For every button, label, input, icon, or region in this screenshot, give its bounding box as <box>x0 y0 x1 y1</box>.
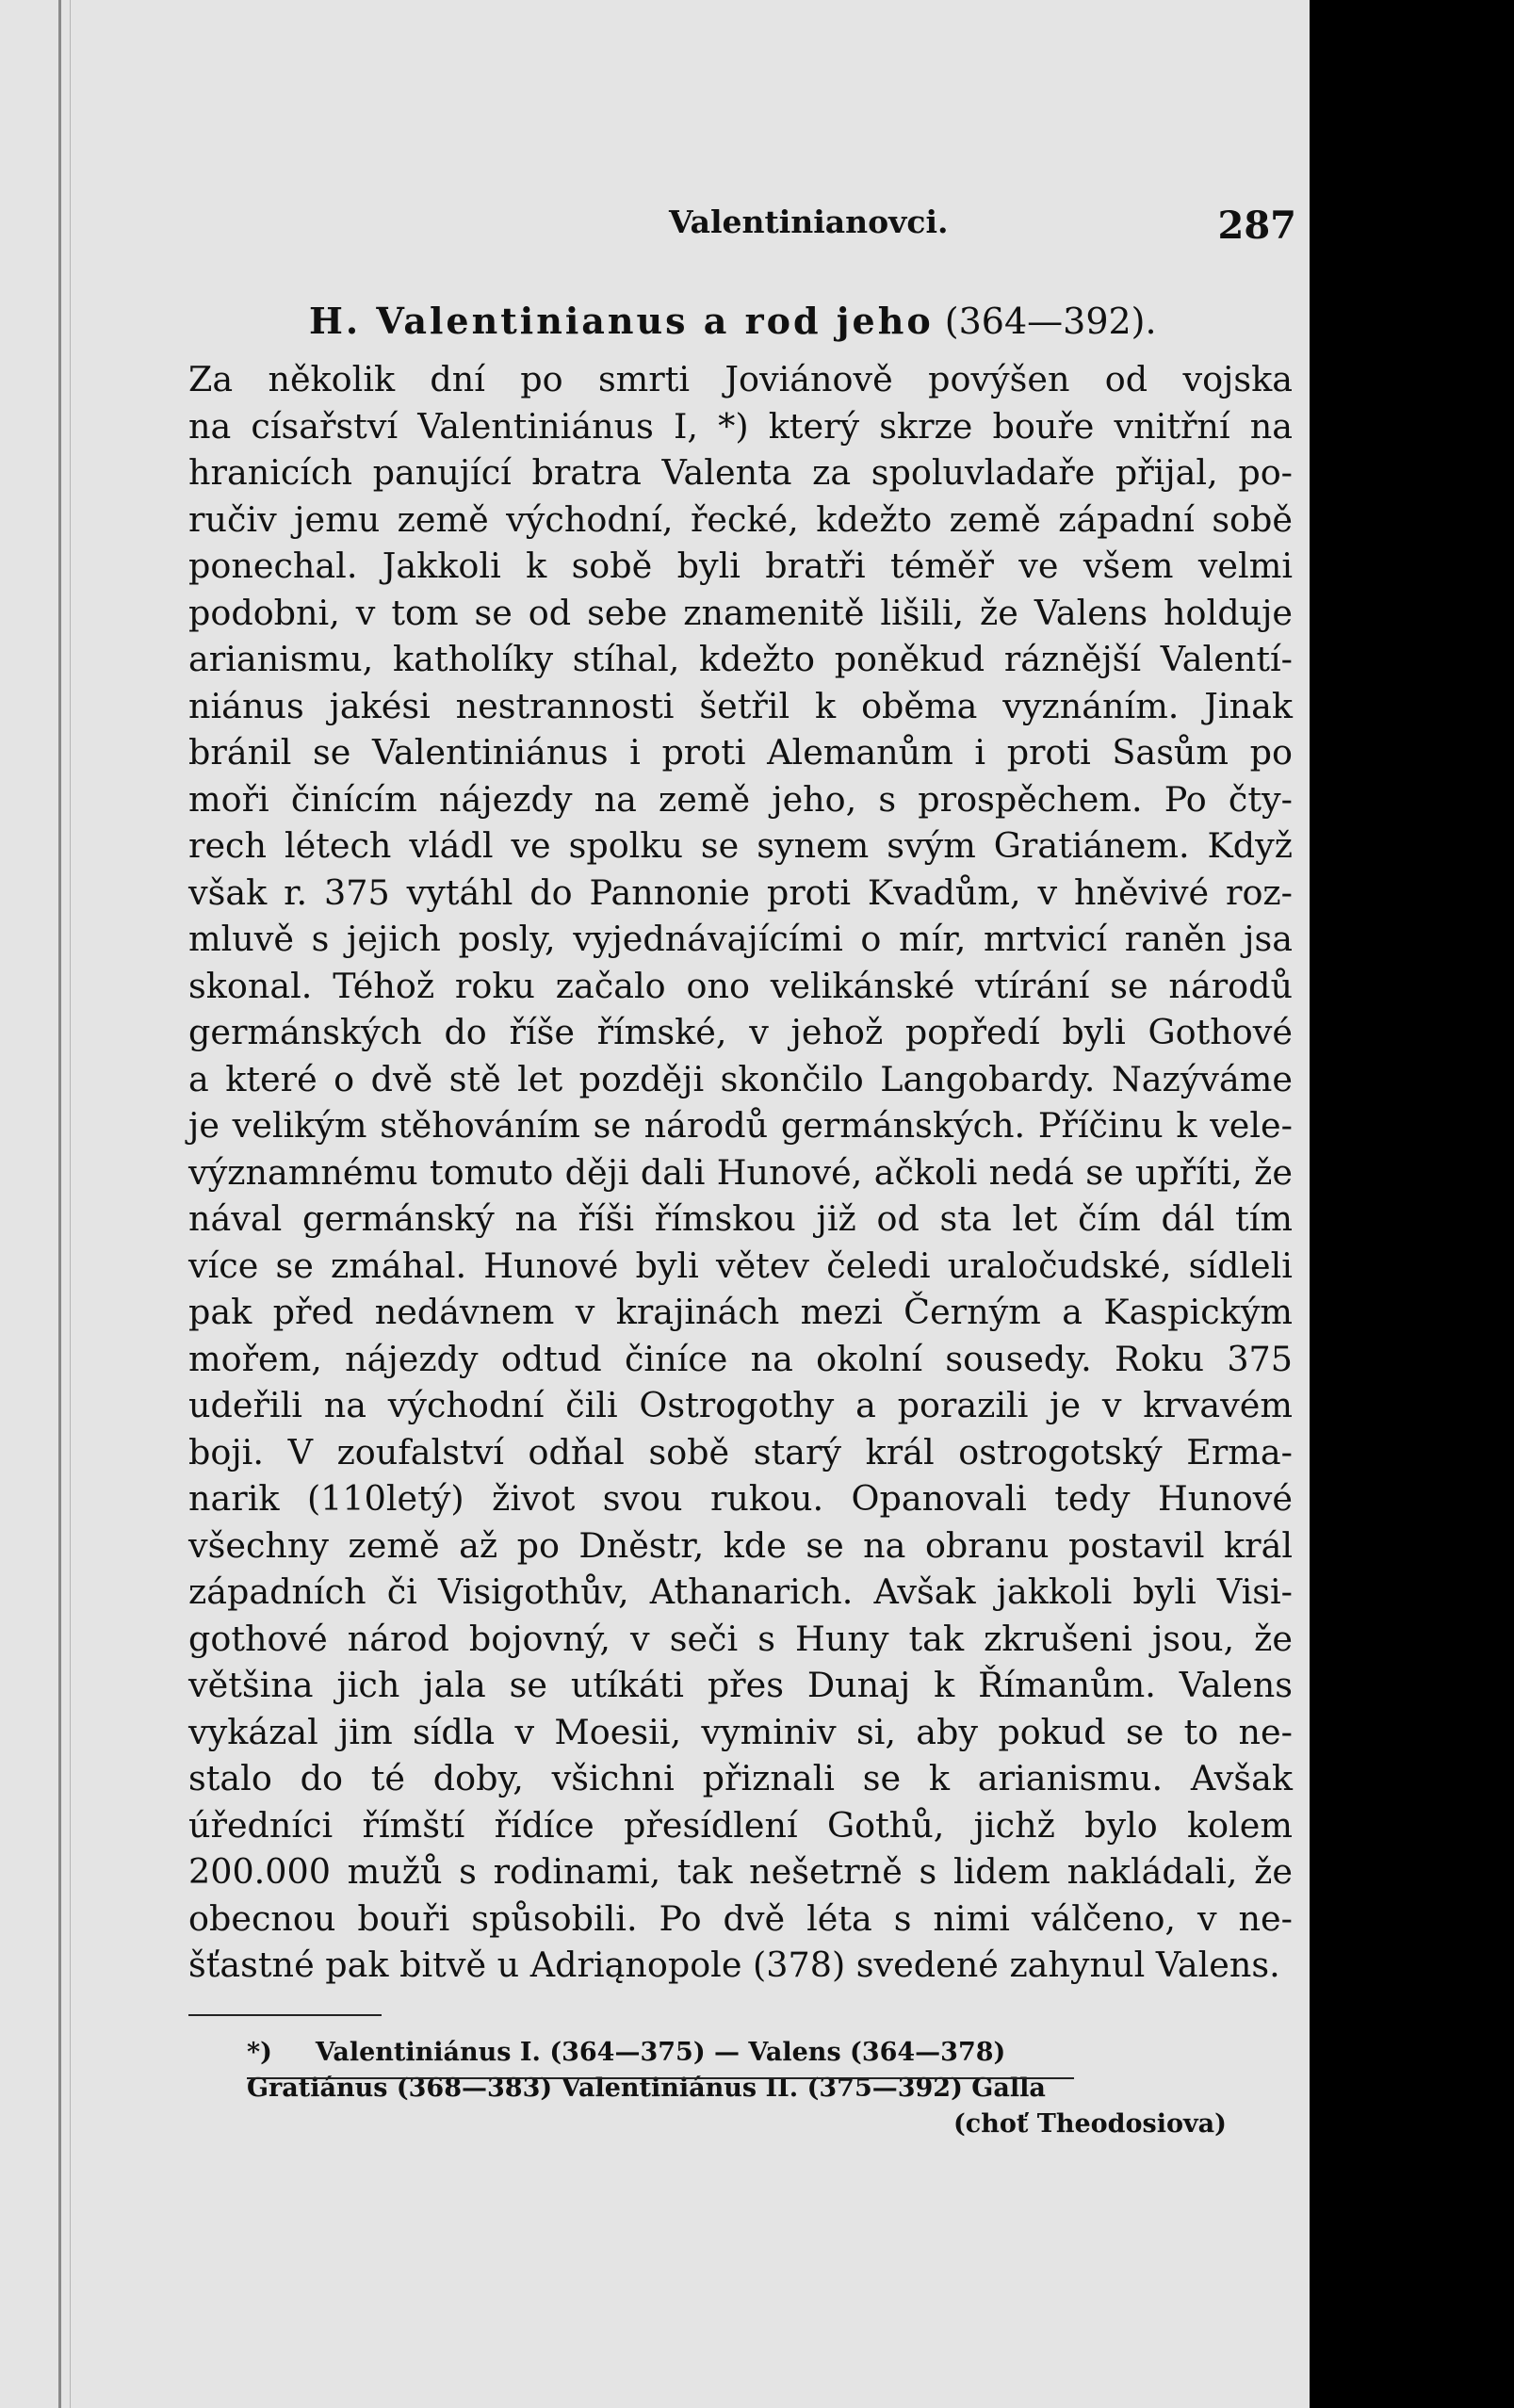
text-line: udeřili na východní čili Ostrogothy a porazili je v krvavém <box>188 1385 1293 1425</box>
text-line: na císařství Valentiniánus I, *) který skrze bouře vnitřní na <box>188 405 1293 447</box>
text-line: a které o dvě stě let později skončilo Langobardy. Nazýváme <box>188 1058 1293 1099</box>
text-line: rech létech vládl ve spolku se synem svým Gratiánem. Když <box>188 825 1293 866</box>
text-line: stalo do té doby, všichni přiznali se k arianismu. Avšak <box>188 1758 1293 1798</box>
text-line: úředníci římští řídíce přesídlení Gothů, jichž bylo kolem <box>188 1804 1293 1846</box>
text-line: vykázal jim sídla v Moesii, vyminiv si, aby pokud se to ne- <box>188 1711 1293 1752</box>
page-edge-line-secondary <box>70 0 71 2408</box>
footnote-row-3: (choť Theodosiova) <box>953 2109 1227 2139</box>
section-heading-label: H. Valentinianus a rod jeho <box>309 300 934 342</box>
text-line: niánus jakési nestrannosti šetřil k oběma vyznáním. Jinak <box>188 685 1293 726</box>
text-line: germánských do říše římské, v jehož popředí byli Gothové <box>188 1012 1293 1052</box>
page-edge-line <box>58 0 61 2408</box>
text-line: gothové národ bojovný, v seči s Huny tak zkrušeni jsou, že <box>188 1618 1293 1659</box>
text-line: více se zmáhal. Hunové byli větev čeledi uraločudské, sídleli <box>188 1245 1293 1286</box>
footnote-marker: *) <box>247 2038 272 2067</box>
text-line: bránil se Valentiniánus i proti Alemanům i proti Sasům po <box>188 732 1293 773</box>
text-line: nával germánský na říši římskou již od sta let čím dál tím <box>188 1198 1293 1239</box>
body-text <box>188 356 1293 1989</box>
text-line: mluvě s jejich posly, vyjednávajícími o mír, mrtvicí raněn jsa <box>188 919 1293 959</box>
text-line: Za několik dní po smrti Joviánově povýšen od vojska <box>188 359 1293 399</box>
text-line: významnému tomuto ději dali Hunové, ačkoli nedá se upříti, že <box>188 1151 1293 1193</box>
text-line: pak před nedávnem v krajinách mezi Černým a Kaspickým <box>188 1292 1293 1332</box>
footnote <box>247 2035 1293 2142</box>
text-line: skonal. Téhož roku začalo ono velikánské vtírání se národů <box>188 965 1293 1006</box>
text-line: boji. V zoufalství odňal sobě starý král ostrogotský Erma- <box>188 1431 1293 1472</box>
genealogy-connector-line <box>247 2077 1074 2079</box>
text-line: západních či Visigothův, Athanarich. Avšak jakkoli byli Visi- <box>188 1571 1293 1612</box>
text-line: ponechal. Jakkoli k sobě byli bratři téměř ve všem velmi <box>188 545 1293 586</box>
text-line: narik (110letý) život svou rukou. Opanovali tedy Hunové <box>188 1478 1293 1519</box>
text-line: arianismu, katholíky stíhal, kdežto poněkud ráznější Valentí- <box>188 639 1293 679</box>
text-line: je velikým stěhováním se národů germánských. Příčinu k vele- <box>188 1105 1293 1146</box>
footnote-row-2: Gratiánus (368—383) Valentiniánus II. (375—392) Galla <box>247 2074 1046 2103</box>
text-line: většina jich jala se utíkáti přes Dunaj k Římanům. Valens <box>188 1665 1293 1705</box>
text-line: ručiv jemu země východní, řecké, kdežto země západní sobě <box>188 498 1293 540</box>
running-head <box>188 203 1300 251</box>
text-line: podobni, v tom se od sebe znamenitě lišili, že Valens holduje <box>188 592 1293 633</box>
section-heading <box>309 300 1157 342</box>
text-line: obecnou bouři spůsobili. Po dvě léta s nimi válčeno, v ne- <box>188 1897 1293 1939</box>
footnote-row-1 <box>247 2035 1293 2071</box>
section-heading-years: (364—392). <box>944 301 1157 342</box>
text-line: mořem, nájezdy odtud činíce na okolní sousedy. Roku 375 <box>188 1338 1293 1379</box>
footnote-row-1-text: Valentiniánus I. (364—375) — Valens (364—378) <box>315 2038 1006 2067</box>
running-head-title: Valentinianovci. <box>669 203 949 240</box>
footnote-separator <box>188 2014 382 2016</box>
text-line: všechny země až po Dněstr, kde se na obranu postavil král <box>188 1524 1293 1566</box>
page-number: 287 <box>1217 203 1296 248</box>
text-line: však r. 375 vytáhl do Pannonie proti Kvadům, v hněvivé roz- <box>188 871 1293 913</box>
text-line: šťastné pak bitvě u Adriąnopole (378) svedené zahynul Valens. <box>188 1944 1280 1985</box>
text-line: 200.000 mužů s rodinami, tak nešetrně s lidem nakládali, že <box>188 1851 1293 1892</box>
text-line: hranicích panující bratra Valenta za spoluvladaře přijal, po- <box>188 452 1293 493</box>
text-line: moři činícím nájezdy na země jeho, s prospěchem. Po čty- <box>188 778 1293 820</box>
